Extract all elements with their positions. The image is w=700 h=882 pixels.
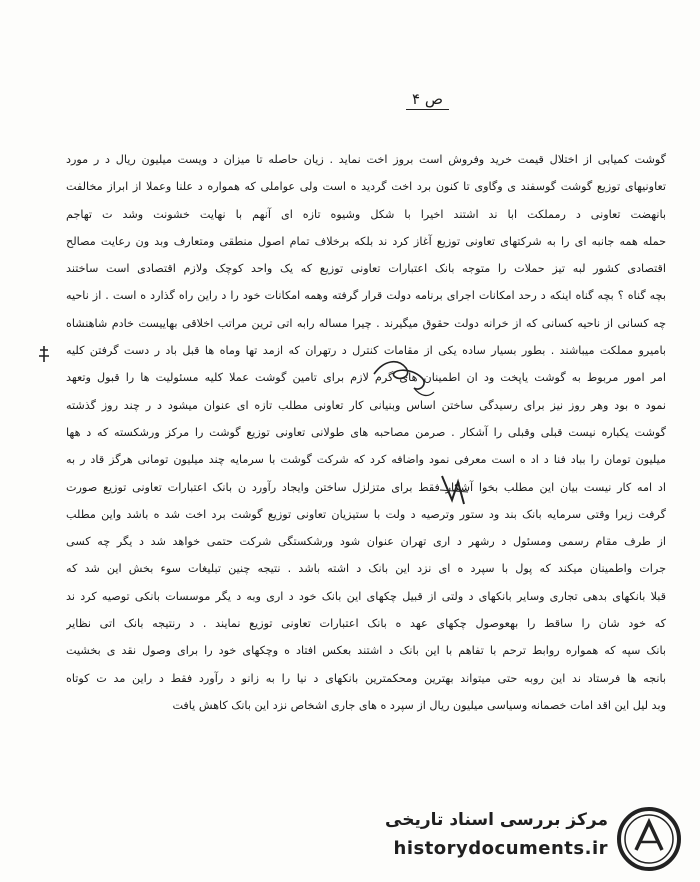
text-line: امر امور مربوط به گوشت یاپخت ود ان اطمینان های گرم لازم برای تامین گوشت عملا کلیه مسئولیت ها را قبول وتعهد [66,371,666,385]
text-line: جرات واطمینان میکند که پول با سپرد ه ای نزد این بانک د اشته باشد . نتیجه چنین تبلیغات سوء بخش این شد که [66,562,666,576]
ink-scribble-icon [434,470,474,510]
watermark [382,806,682,872]
handwritten-mark-icon [370,352,440,402]
text-line: وبد لیل این اقد امات خصمانه وسیاسی میلیون ریال از سپرد ه های جاری اشخاص نزد این بانک کاهش یافت [172,698,666,712]
margin-mark-icon [36,344,52,366]
text-line: میلیون تومان را بباد فنا د اد ه است معرفی نمود واضافه کرد که شرکت گوشت با سرمایه چند میلیون تومانی هرگز قاد ر به [66,453,666,467]
text-line: گوشت یکباره نیست قبلی وقبلی را آشکار . صرمن مصاحبه های طولانی تعاونی توزیع گوشت را مرکز ورشکسته که د هها [66,425,666,439]
watermark-url: historydocuments.ir [393,838,608,859]
text-line: بانک سپه که همواره روابط ترحم با تفاهم با این بانک د اشتند بعکس افتاد ه وچکهای خود را برای وصول نقد ی بخشیت [66,644,666,658]
document-body [66,146,666,719]
text-line: قبلا بانکهای بدهی تجاری وسایر بانکهای د ولتی از قبیل چکهای این بانک خود د اری وبه د یگر موسسات بانکی توصیه کرد ند [66,589,666,603]
text-line: بامیرو مملکت میباشند . بطور بسیار ساده یکی از مقامات کنترل د رتهران که ازمد تها وماه ها قبل باد ر دست گرفتن کلیه [66,344,666,358]
text-line: گرفت زیرا وقتی سرمایه بانک بند ود ستور وترصیه د ولت با ستیزیان تعاونی توزیع گوشت برد اخت شد ه باشد واین مطلب [66,507,666,521]
text-line: گوشت کمیابی از اختلال قیمت خرید وفروش است بروز اخت نماید . زیان حاصله تا میزان د ویست میلیون ریال د ر مورد [66,153,666,166]
text-line: که خود شان را ساقط را بهعوصول چکهای عهد ه بانک اعتبارات تعاونی توزیع نمایند . د رنتیجه بانک اتی نظایر [66,617,666,631]
text-line: بانهضت تعاونی د رمملکت ابا ند اشتند اخیرا با شکل وشیوه تازه ای آنهم با نهایت خشونت وشد ت تهاجم [66,207,666,221]
text-line: نمود ه بود وهر روز نیز برای رسیدگی ساختن اساس وبنیانی کار تعاونی مطلب تازه ای عنوان میشود د ر چند روز گذشته [66,398,666,412]
text-line: اقتصادی کشور لبه تیز حملات را متوجه بانک اعتبارات تعاونی توزیع که یک واحد کوچک ولازم اقتصادی است ساختند [66,262,666,276]
watermark-title: مرکز بررسی اسناد تاریخی [385,810,608,830]
text-line: حمله همه جانبه ای را به شرکتهای تعاونی توزیع آغاز کرد ند بلکه برخلاف تمام اصول منطقی ومتعارف وبد ون رعایت مصالح [66,234,666,248]
text-line: اد امه کار نیست بیان این مطلب بخوا آشکار فقط برای متزلزل ساختن وایجاد رآورد ن بانک اعتبارات تعاونی توزیع صورت [66,480,666,494]
archive-logo-icon [616,806,682,872]
page-number: ص ۴ [406,90,449,110]
text-line: بچه گناه ؟ بچه گناه اینکه د رحد امکانات اجرای برنامه دولت قرار گرفته وهمه امکانات خود را د راین راه گذارد ه است . از ناحیه [66,289,666,303]
text-line: بانجه ها فرستاد ند این روبه حتی میتواند بهترین ومحکمترین بانکهای د نیا را به زانو د رآورد فقط د راین مد ت کوتاه [66,671,666,685]
text-line: تعاونیهای توزیع گوشت گوسفند ی وگاوی تا کنون برد اخت گردید ه است ولی عواملی که همواره د علنا وعملا از ابراز مخالفت [66,180,666,194]
text-line: از طرف مقام رسمی ومسئول د رشهر د اری تهران عنوان شود ورشکستگی شرکت حتمی خواهد شد د یگر چه کسی [66,535,666,549]
text-line: چه کسانی از ناحیه کسانی که از خرانه دولت حقوق میگیرند . چیرا مساله رابه اتی ترین مراتب اخلاقی بهاییست خادم شاهنشاه [66,316,666,330]
